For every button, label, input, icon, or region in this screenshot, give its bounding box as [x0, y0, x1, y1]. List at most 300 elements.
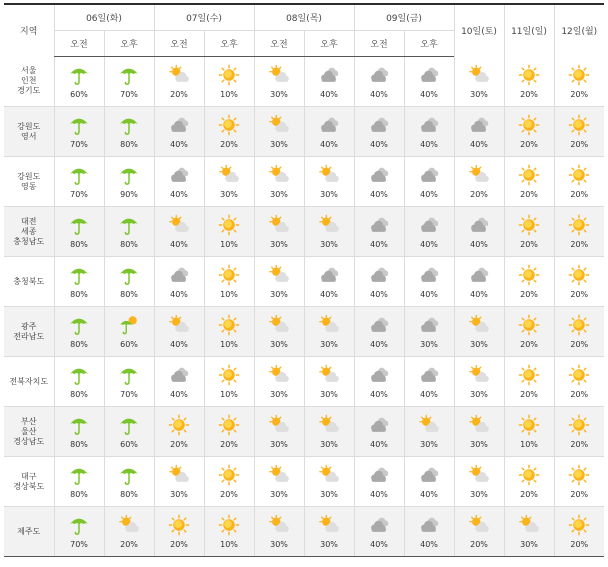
precipitation-probability: 40%: [170, 340, 188, 349]
forecast-cell: [104, 257, 154, 307]
region-name-line: 서울: [21, 66, 37, 76]
precipitation-probability: 40%: [370, 240, 388, 249]
table-row: [4, 57, 604, 107]
forecast-cell: [154, 507, 204, 557]
partly-cloudy-icon: [418, 414, 440, 436]
forecast-cell: [204, 207, 254, 257]
precipitation-probability: 40%: [370, 340, 388, 349]
forecast-cell: [504, 357, 554, 407]
forecast-cell: [454, 107, 504, 157]
partly-cloudy-icon: [468, 514, 490, 536]
partly-cloudy-icon: [218, 164, 240, 186]
am-header: 오전: [154, 31, 204, 57]
partly-cloudy-icon: [318, 514, 340, 536]
precipitation-probability: 20%: [570, 190, 589, 199]
rain-umbrella-icon: [68, 464, 90, 486]
forecast-cell: [554, 157, 604, 207]
precipitation-probability: 30%: [270, 290, 288, 299]
rain-umbrella-icon: [68, 364, 90, 386]
precipitation-probability: 30%: [470, 340, 488, 349]
pm-header: 오후: [204, 31, 254, 57]
forecast-cell: [554, 107, 604, 157]
rain-umbrella-icon: [118, 364, 140, 386]
partly-cloudy-icon: [318, 164, 340, 186]
forecast-cell: [454, 457, 504, 507]
day-header-08: 08일(목): [254, 4, 354, 31]
forecast-cell: [554, 207, 604, 257]
region-name-line: 세종: [21, 226, 37, 236]
weather-forecast-table: [4, 3, 604, 557]
rain-umbrella-icon: [68, 314, 90, 336]
precipitation-probability: 80%: [70, 490, 88, 499]
partly-cloudy-icon: [168, 214, 190, 236]
precipitation-probability: 20%: [570, 440, 589, 449]
forecast-cell: [354, 107, 404, 157]
forecast-cell: [204, 107, 254, 157]
sunny-icon: [568, 314, 590, 336]
cloudy-icon: [418, 214, 440, 236]
cloudy-icon: [318, 264, 340, 286]
partly-cloudy-icon: [318, 364, 340, 386]
forecast-cell: [254, 207, 304, 257]
partly-cloudy-icon: [268, 514, 290, 536]
forecast-cell: [554, 307, 604, 357]
precipitation-probability: 10%: [220, 390, 238, 399]
sunny-icon: [568, 364, 590, 386]
table-row: [4, 457, 604, 507]
partly-cloudy-icon: [468, 314, 490, 336]
precipitation-probability: 80%: [120, 240, 138, 249]
precipitation-probability: 30%: [320, 440, 338, 449]
precipitation-probability: 40%: [420, 290, 438, 299]
forecast-cell: [404, 357, 454, 407]
precipitation-probability: 80%: [70, 240, 88, 249]
forecast-cell: [404, 407, 454, 457]
sunny-icon: [518, 464, 540, 486]
forecast-cell: [304, 107, 354, 157]
partly-cloudy-icon: [318, 314, 340, 336]
forecast-cell: [504, 257, 554, 307]
partly-cloudy-icon: [468, 64, 490, 86]
cloudy-icon: [418, 314, 440, 336]
precipitation-probability: 40%: [320, 90, 338, 99]
forecast-cell: [54, 307, 104, 357]
sunny-icon: [568, 114, 590, 136]
cloudy-icon: [318, 64, 340, 86]
region-cell: [4, 257, 54, 307]
day-header-12: 12일(월): [554, 4, 604, 57]
forecast-cell: [104, 307, 154, 357]
precipitation-probability: 40%: [320, 140, 338, 149]
rain-umbrella-icon: [68, 114, 90, 136]
partly-cloudy-icon: [518, 514, 540, 536]
precipitation-probability: 40%: [170, 190, 188, 199]
forecast-cell: [154, 307, 204, 357]
rain-umbrella-icon: [118, 214, 140, 236]
pm-header: 오후: [304, 31, 354, 57]
table-row: [4, 207, 604, 257]
precipitation-probability: 30%: [320, 340, 338, 349]
day-header-11: 11일(일): [504, 4, 554, 57]
rain-umbrella-icon: [68, 214, 90, 236]
precipitation-probability: 40%: [370, 390, 388, 399]
sunny-icon: [568, 164, 590, 186]
forecast-cell: [104, 457, 154, 507]
cloudy-icon: [468, 264, 490, 286]
region-name-line: 인천: [21, 76, 37, 86]
forecast-cell: [254, 357, 304, 407]
table-row: [4, 107, 604, 157]
partly-cloudy-icon: [318, 464, 340, 486]
region-cell: [4, 107, 54, 157]
sunny-icon: [218, 364, 240, 386]
table-row: [4, 357, 604, 407]
cloudy-icon: [168, 264, 190, 286]
forecast-cell: [54, 357, 104, 407]
partly-cloudy-icon: [468, 414, 490, 436]
precipitation-probability: 30%: [520, 540, 538, 549]
forecast-cell: [204, 457, 254, 507]
precipitation-probability: 40%: [420, 540, 438, 549]
partly-cloudy-icon: [268, 64, 290, 86]
sunny-icon: [568, 464, 590, 486]
forecast-cell: [454, 57, 504, 107]
precipitation-probability: 20%: [220, 140, 238, 149]
precipitation-probability: 40%: [170, 240, 188, 249]
table-row: [4, 257, 604, 307]
precipitation-probability: 10%: [220, 290, 238, 299]
precipitation-probability: 60%: [70, 90, 88, 99]
forecast-cell: [104, 507, 154, 557]
partly-cloudy-icon: [318, 214, 340, 236]
precipitation-probability: 70%: [70, 140, 88, 149]
precipitation-probability: 30%: [270, 390, 288, 399]
cloudy-icon: [368, 364, 390, 386]
sunny-icon: [518, 214, 540, 236]
forecast-cell: [354, 357, 404, 407]
precipitation-probability: 40%: [420, 490, 438, 499]
forecast-cell: [354, 57, 404, 107]
forecast-cell: [54, 107, 104, 157]
sunny-icon: [568, 264, 590, 286]
sunny-icon: [218, 214, 240, 236]
forecast-cell: [154, 207, 204, 257]
precipitation-probability: 80%: [70, 440, 88, 449]
sunny-icon: [218, 64, 240, 86]
forecast-cell: [104, 157, 154, 207]
forecast-cell: [504, 407, 554, 457]
partly-cloudy-icon: [168, 64, 190, 86]
table-header: [4, 4, 604, 57]
partly-cloudy-icon: [268, 214, 290, 236]
precipitation-probability: 70%: [70, 540, 88, 549]
precipitation-probability: 20%: [470, 540, 488, 549]
forecast-cell: [404, 57, 454, 107]
forecast-cell: [404, 257, 454, 307]
forecast-cell: [454, 357, 504, 407]
precipitation-probability: 80%: [120, 140, 138, 149]
cloudy-icon: [418, 464, 440, 486]
precipitation-probability: 40%: [470, 240, 488, 249]
region-name-line: 제주도: [17, 526, 41, 536]
precipitation-probability: 30%: [470, 390, 488, 399]
region-name-line: 충청북도: [13, 276, 45, 286]
sunny-icon: [568, 414, 590, 436]
precipitation-probability: 20%: [570, 340, 589, 349]
cloudy-icon: [368, 464, 390, 486]
sunny-icon: [218, 514, 240, 536]
cloudy-icon: [468, 214, 490, 236]
precipitation-probability: 20%: [520, 490, 538, 499]
rain-umbrella-icon: [118, 464, 140, 486]
forecast-cell: [354, 407, 404, 457]
precipitation-probability: 10%: [220, 540, 238, 549]
precipitation-probability: 40%: [370, 90, 388, 99]
precipitation-probability: 20%: [120, 540, 138, 549]
cloudy-icon: [168, 114, 190, 136]
rain-umbrella-icon: [68, 64, 90, 86]
precipitation-probability: 30%: [320, 240, 338, 249]
partly-cloudy-icon: [118, 514, 140, 536]
precipitation-probability: 40%: [170, 140, 188, 149]
forecast-cell: [204, 357, 254, 407]
partly-cloudy-icon: [268, 414, 290, 436]
shower-sun-icon: [118, 314, 140, 336]
precipitation-probability: 40%: [370, 140, 388, 149]
partly-cloudy-icon: [468, 164, 490, 186]
sunny-icon: [168, 514, 190, 536]
precipitation-probability: 30%: [470, 440, 488, 449]
forecast-cell: [254, 57, 304, 107]
forecast-cell: [354, 207, 404, 257]
forecast-cell: [54, 257, 104, 307]
precipitation-probability: 60%: [120, 440, 138, 449]
precipitation-probability: 30%: [270, 540, 288, 549]
region-cell: [4, 507, 54, 557]
cloudy-icon: [368, 514, 390, 536]
precipitation-probability: 40%: [320, 290, 338, 299]
forecast-cell: [204, 407, 254, 457]
region-name-line: 경기도: [17, 86, 41, 96]
forecast-cell: [354, 507, 404, 557]
region-name-line: 강원도: [17, 171, 41, 181]
precipitation-probability: 40%: [420, 240, 438, 249]
forecast-cell: [504, 157, 554, 207]
region-cell: [4, 407, 54, 457]
forecast-cell: [154, 357, 204, 407]
day-header-09: 09일(금): [354, 4, 454, 31]
forecast-cell: [404, 307, 454, 357]
forecast-cell: [304, 507, 354, 557]
forecast-cell: [104, 357, 154, 407]
precipitation-probability: 30%: [470, 490, 488, 499]
precipitation-probability: 70%: [120, 90, 138, 99]
precipitation-probability: 80%: [70, 340, 88, 349]
precipitation-probability: 20%: [170, 90, 188, 99]
sunny-icon: [518, 364, 540, 386]
precipitation-probability: 30%: [270, 440, 288, 449]
forecast-cell: [404, 457, 454, 507]
precipitation-probability: 40%: [370, 190, 388, 199]
forecast-cell: [104, 207, 154, 257]
forecast-cell: [554, 457, 604, 507]
forecast-cell: [454, 307, 504, 357]
precipitation-probability: 90%: [120, 190, 138, 199]
forecast-cell: [104, 57, 154, 107]
cloudy-icon: [468, 114, 490, 136]
rain-umbrella-icon: [68, 164, 90, 186]
rain-umbrella-icon: [68, 264, 90, 286]
precipitation-probability: 40%: [370, 440, 388, 449]
precipitation-probability: 20%: [570, 540, 589, 549]
forecast-cell: [354, 457, 404, 507]
sunny-icon: [518, 264, 540, 286]
forecast-cell: [254, 107, 304, 157]
partly-cloudy-icon: [268, 314, 290, 336]
precipitation-probability: 20%: [170, 440, 188, 449]
cloudy-icon: [368, 314, 390, 336]
precipitation-probability: 40%: [370, 290, 388, 299]
precipitation-probability: 10%: [220, 240, 238, 249]
forecast-cell: [254, 157, 304, 207]
forecast-cell: [454, 207, 504, 257]
region-header: 지역: [20, 27, 38, 38]
region-cell: [4, 57, 54, 107]
precipitation-probability: 20%: [570, 89, 589, 99]
table-row: [4, 407, 604, 457]
precipitation-probability: 40%: [170, 390, 188, 399]
partly-cloudy-icon: [318, 414, 340, 436]
forecast-cell: [54, 57, 104, 107]
precipitation-probability: 30%: [470, 89, 488, 99]
forecast-cell: [504, 57, 554, 107]
sunny-icon: [518, 164, 540, 186]
table-body: [4, 57, 604, 557]
sunny-icon: [568, 514, 590, 536]
forecast-cell: [204, 507, 254, 557]
precipitation-probability: 20%: [520, 140, 538, 149]
precipitation-probability: 80%: [70, 290, 88, 299]
forecast-cell: [454, 407, 504, 457]
forecast-cell: [154, 157, 204, 207]
precipitation-probability: 30%: [320, 540, 338, 549]
sunny-icon: [518, 314, 540, 336]
forecast-cell: [304, 307, 354, 357]
precipitation-probability: 40%: [420, 390, 438, 399]
region-name-line: 대구: [21, 471, 37, 481]
forecast-cell: [204, 307, 254, 357]
forecast-cell: [404, 207, 454, 257]
precipitation-probability: 30%: [220, 190, 238, 199]
cloudy-icon: [368, 64, 390, 86]
forecast-cell: [304, 407, 354, 457]
precipitation-probability: 20%: [520, 340, 538, 349]
forecast-cell: [404, 507, 454, 557]
pm-header: 오후: [404, 31, 454, 57]
cloudy-icon: [318, 114, 340, 136]
cloudy-icon: [368, 164, 390, 186]
region-name-line: 전북자치도: [9, 376, 49, 386]
region-cell: [4, 357, 54, 407]
sunny-icon: [218, 464, 240, 486]
forecast-cell: [454, 157, 504, 207]
forecast-cell: [204, 157, 254, 207]
forecast-cell: [254, 257, 304, 307]
rain-umbrella-icon: [118, 264, 140, 286]
precipitation-probability: 30%: [320, 190, 338, 199]
precipitation-probability: 40%: [420, 90, 438, 99]
forecast-cell: [304, 157, 354, 207]
forecast-cell: [54, 407, 104, 457]
forecast-cell: [104, 407, 154, 457]
forecast-cell: [454, 257, 504, 307]
precipitation-probability: 80%: [120, 290, 138, 299]
region-cell: [4, 157, 54, 207]
precipitation-probability: 10%: [220, 90, 238, 99]
precipitation-probability: 30%: [270, 190, 288, 199]
forecast-cell: [554, 407, 604, 457]
forecast-cell: [254, 507, 304, 557]
forecast-cell: [54, 207, 104, 257]
cloudy-icon: [368, 264, 390, 286]
precipitation-probability: 30%: [320, 390, 338, 399]
forecast-cell: [154, 257, 204, 307]
cloudy-icon: [418, 64, 440, 86]
rain-umbrella-icon: [68, 414, 90, 436]
forecast-cell: [54, 157, 104, 207]
am-header: 오전: [354, 31, 404, 57]
forecast-cell: [354, 307, 404, 357]
forecast-cell: [354, 157, 404, 207]
forecast-cell: [404, 157, 454, 207]
precipitation-probability: 20%: [520, 290, 538, 299]
precipitation-probability: 40%: [420, 140, 438, 149]
forecast-cell: [304, 357, 354, 407]
forecast-cell: [154, 407, 204, 457]
table-row: [4, 307, 604, 357]
precipitation-probability: 20%: [570, 240, 589, 249]
region-name-line: 울산: [21, 426, 37, 436]
partly-cloudy-icon: [268, 164, 290, 186]
partly-cloudy-icon: [468, 464, 490, 486]
precipitation-probability: 30%: [420, 340, 438, 349]
region-cell: [4, 207, 54, 257]
region-name-line: 강원도: [17, 121, 41, 131]
cloudy-icon: [418, 514, 440, 536]
sunny-icon: [518, 114, 540, 136]
precipitation-probability: 30%: [420, 440, 438, 449]
pm-header: 오후: [104, 31, 154, 57]
forecast-cell: [154, 107, 204, 157]
region-name-line: 경상남도: [13, 436, 45, 446]
forecast-cell: [254, 407, 304, 457]
forecast-cell: [504, 107, 554, 157]
rain-umbrella-icon: [118, 114, 140, 136]
forecast-cell: [304, 457, 354, 507]
precipitation-probability: 40%: [170, 290, 188, 299]
precipitation-probability: 20%: [520, 89, 538, 99]
precipitation-probability: 80%: [120, 490, 138, 499]
precipitation-probability: 20%: [470, 190, 488, 199]
region-name-line: 전라남도: [13, 331, 45, 341]
partly-cloudy-icon: [268, 464, 290, 486]
precipitation-probability: 30%: [270, 140, 288, 149]
rain-umbrella-icon: [68, 514, 90, 536]
forecast-cell: [204, 57, 254, 107]
rain-umbrella-icon: [118, 414, 140, 436]
cloudy-icon: [418, 264, 440, 286]
cloudy-icon: [368, 414, 390, 436]
